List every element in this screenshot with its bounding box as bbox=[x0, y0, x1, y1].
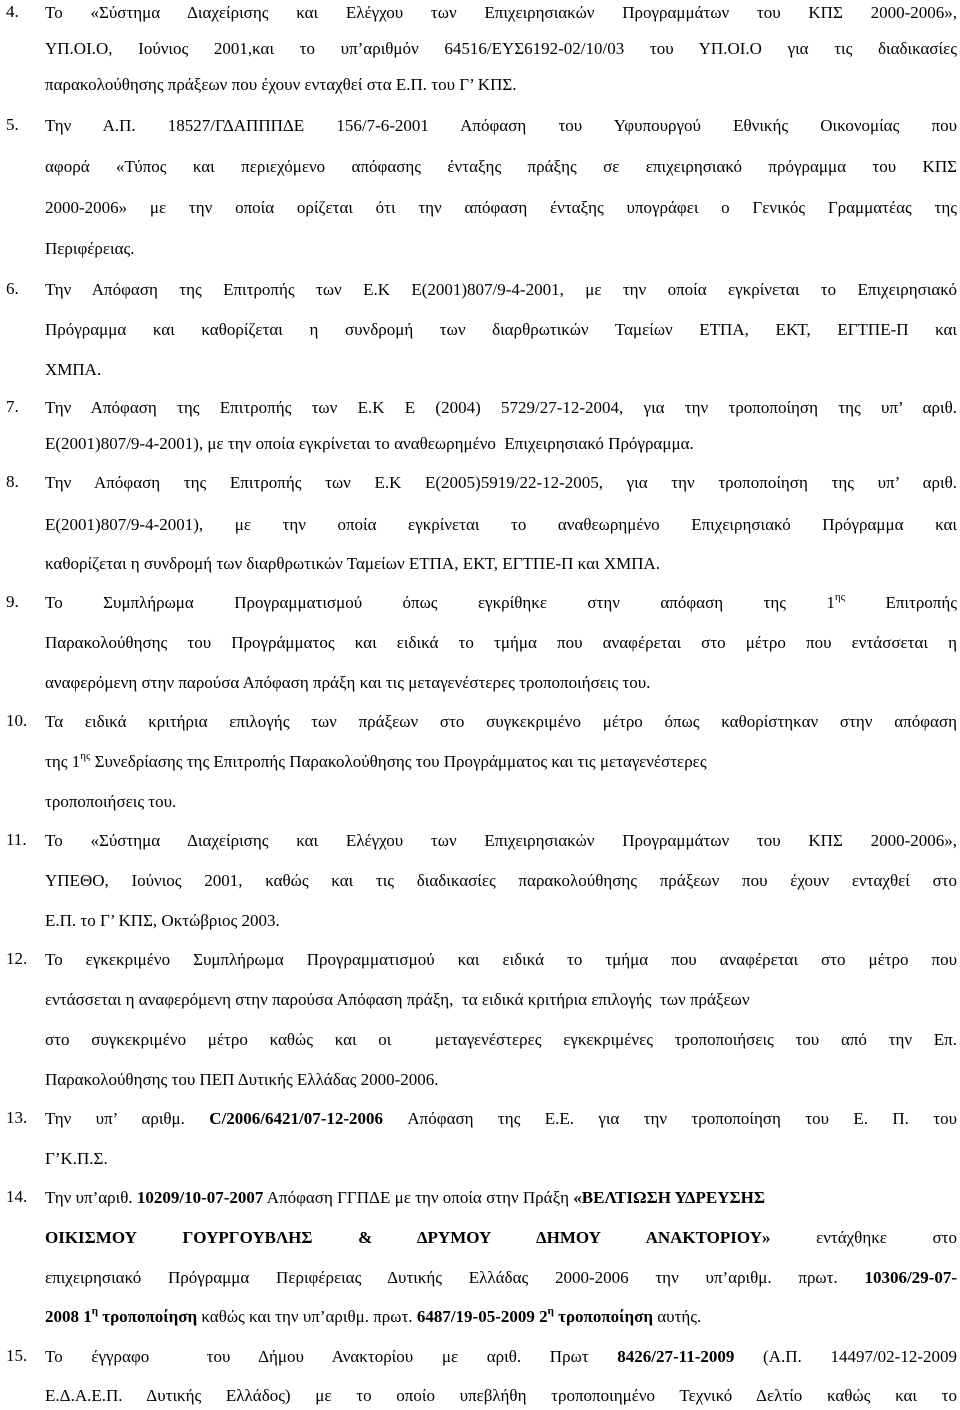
text-line: αναφερόμενη στην παρούσα Απόφαση πράξη και τις μεταγενέστερες τροποποιήσεις του. bbox=[45, 673, 651, 692]
text-line: Περιφέρειας. bbox=[45, 239, 135, 258]
item-number: 12. bbox=[6, 949, 28, 968]
text-line: Τα ειδικά κριτήρια επιλογής των πράξεων στο συγκεκριμένο μέτρο όπως καθορίστηκαν στην απόφαση bbox=[45, 712, 957, 731]
text-line: Το «Σύστημα Διαχείρισης και Ελέγχου των Επιχειρησιακών Προγραμμάτων του ΚΠΣ 2000-2006», bbox=[45, 831, 957, 850]
item-number: 10. bbox=[6, 711, 28, 730]
text-line: εντάσσεται η αναφερόμενη στην παρούσα Απόφαση πράξη, τα ειδικά κριτήρια επιλογής των πράξεων bbox=[45, 990, 750, 1009]
item-number: 6. bbox=[6, 279, 19, 298]
text-line: Ε(2001)807/9-4-2001), με την οποία εγκρίνεται το αναθεωρημένο Επιχειρησιακό Πρόγραμμα και bbox=[45, 515, 957, 534]
superscript: ης bbox=[80, 750, 91, 762]
text-line: αφορά «Τύπος και περιεχόμενο απόφασης ένταξης πράξης σε επιχειρησιακό πρόγραμμα του ΚΠΣ bbox=[45, 157, 957, 176]
text-line: Γ’Κ.Π.Σ. bbox=[45, 1149, 108, 1168]
text-line: Το Συμπλήρωμα Προγραμματισμού όπως εγκρίθηκε στην απόφαση της $1^{\eta\varsigma}$ Επιτροπής bbox=[45, 591, 958, 612]
text-line: ΧΜΠΑ. bbox=[45, 360, 102, 379]
item-number: 7. bbox=[6, 397, 19, 416]
text-line: Την Απόφαση της Επιτροπής των Ε.Κ Ε (2004) 5729/27-12-2004, για την τροποποίηση της υπ’ αριθ. bbox=[45, 398, 957, 417]
item-number: 5. bbox=[6, 115, 19, 134]
superscript: ης bbox=[834, 591, 846, 603]
text-line: 2000-2006» με την οποία ορίζεται ότι την απόφαση ένταξης υπογράφει ο Γενικός Γραμματέας της bbox=[45, 198, 957, 217]
text-line: καθορίζεται η συνδρομή των διαρθρωτικών Ταμείων ΕΤΠΑ, ΕΚΤ, ΕΓΤΠΕ-Π και ΧΜΠΑ. bbox=[45, 554, 661, 573]
text-line: Την Απόφαση της Επιτροπής των Ε.Κ Ε(2001)807/9-4-2001, με την οποία εγκρίνεται το Επιχειρησιακό bbox=[45, 280, 957, 299]
superscript: η bbox=[91, 1305, 98, 1317]
text-line: τροποποιήσεις του. bbox=[45, 792, 177, 811]
item-number: 9. bbox=[6, 592, 19, 611]
item-number: 11. bbox=[6, 830, 27, 849]
text-line: Το «Σύστημα Διαχείρισης και Ελέγχου των Επιχειρησιακών Προγραμμάτων του ΚΠΣ 2000-2006», bbox=[45, 3, 957, 22]
text-line: Παρακολούθησης του ΠΕΠ Δυτικής Ελλάδας 2000-2006. bbox=[45, 1070, 439, 1089]
text-line: ΥΠΕΘΟ, Ιούνιος 2001, καθώς και τις διαδικασίες παρακολούθησης πράξεων που έχουν ενταχθεί στο bbox=[45, 871, 957, 890]
text-line: ΥΠ.ΟΙ.Ο, Ιούνιος 2001,και το υπ’αριθμόν 64516/ΕΥΣ6192-02/10/03 του ΥΠ.ΟΙ.Ο για τις διαδικασίες bbox=[45, 39, 957, 58]
text-line: Την υπ’ αριθμ. C/2006/6421/07-12-2006 Απόφαση της Ε.Ε. για την τροποποίηση του Ε. Π. του bbox=[45, 1109, 957, 1128]
text-line: στο συγκεκριμένο μέτρο καθώς και οι μεταγενέστερες εγκεκριμένες τροποποιήσεις του από την Επ. bbox=[45, 1030, 957, 1049]
text-line: Την υπ’αριθ. 10209/10-07-2007 Απόφαση ΓΓΠΔΕ με την οποία στην Πράξη «ΒΕΛΤΙΩΣΗ ΥΔΡΕΥΣΗΣ bbox=[45, 1188, 765, 1207]
text-line: Ε(2001)807/9-4-2001), με την οποία εγκρίνεται το αναθεωρημένο Επιχειρησιακό Πρόγραμμα. bbox=[45, 434, 694, 453]
item-number: 13. bbox=[6, 1108, 28, 1127]
text-line: παρακολούθησης πράξεων που έχουν ενταχθεί στα Ε.Π. του Γ’ ΚΠΣ. bbox=[45, 75, 517, 94]
item-number: 15. bbox=[6, 1346, 28, 1365]
text-line: Το έγγραφο του Δήμου Ανακτορίου με αριθ. Πρωτ 8426/27-11-2009 (Α.Π. 14497/02-12-2009 bbox=[45, 1347, 957, 1366]
text-line: Ε.Π. το Γ’ ΚΠΣ, Οκτώβριος 2003. bbox=[45, 911, 280, 930]
text-line: επιχειρησιακό Πρόγραμμα Περιφέρειας Δυτικής Ελλάδας 2000-2006 την υπ’αριθμ. πρωτ. 10306/29-07- bbox=[45, 1268, 957, 1287]
text-line: 2008 $1^\eta$ τροποποίηση καθώς και την υπ’αριθμ. πρωτ. 6487/19-05-2009 $2^\eta$ τροποποίηση αυτής. bbox=[45, 1305, 702, 1326]
text-line: Παρακολούθησης του Προγράμματος και ειδικά το τμήμα που αναφέρεται στο μέτρο που εντάσσεται η bbox=[45, 633, 957, 652]
text-line: Πρόγραμμα και καθορίζεται η συνδρομή των διαρθρωτικών Ταμείων ΕΤΠΑ, ΕΚΤ, ΕΓΤΠΕ-Π και bbox=[45, 320, 957, 339]
text-line: της $1^{\eta\varsigma}$ Συνεδρίασης της Επιτροπής Παρακολούθησης του Προγράμματος και τις μεταγενέστερες bbox=[45, 750, 707, 771]
text-line: Την Α.Π. 18527/ΓΔΑΠΠΠΔΕ 156/7-6-2001 Απόφαση του Υφυπουργού Εθνικής Οικονομίας που bbox=[45, 116, 957, 135]
text-line: Το εγκεκριμένο Συμπλήρωμα Προγραμματισμού και ειδικά το τμήμα που αναφέρεται στο μέτρο που bbox=[45, 950, 957, 969]
item-number: 8. bbox=[6, 472, 19, 491]
text-line: Την Απόφαση της Επιτροπής των Ε.Κ Ε(2005)5919/22-12-2005, για την τροποποίηση της υπ’ αριθ. bbox=[45, 473, 957, 492]
item-number: 14. bbox=[6, 1187, 28, 1206]
text-line: ΟΙΚΙΣΜΟΥ ΓΟΥΡΓΟΥΒΛΗΣ & ΔΡΥΜΟΥ ΔΗΜΟΥ ΑΝΑΚΤΟΡΙΟΥ» εντάχθηκε στο bbox=[45, 1228, 958, 1247]
text-line: Ε.Δ.Α.Ε.Π. Δυτικής Ελλάδος) με το οποίο υπεβλήθη τροποποιημένο Τεχνικό Δελτίο καθώς και το bbox=[45, 1386, 957, 1405]
superscript: η bbox=[547, 1305, 554, 1317]
item-number: 4. bbox=[6, 2, 19, 21]
